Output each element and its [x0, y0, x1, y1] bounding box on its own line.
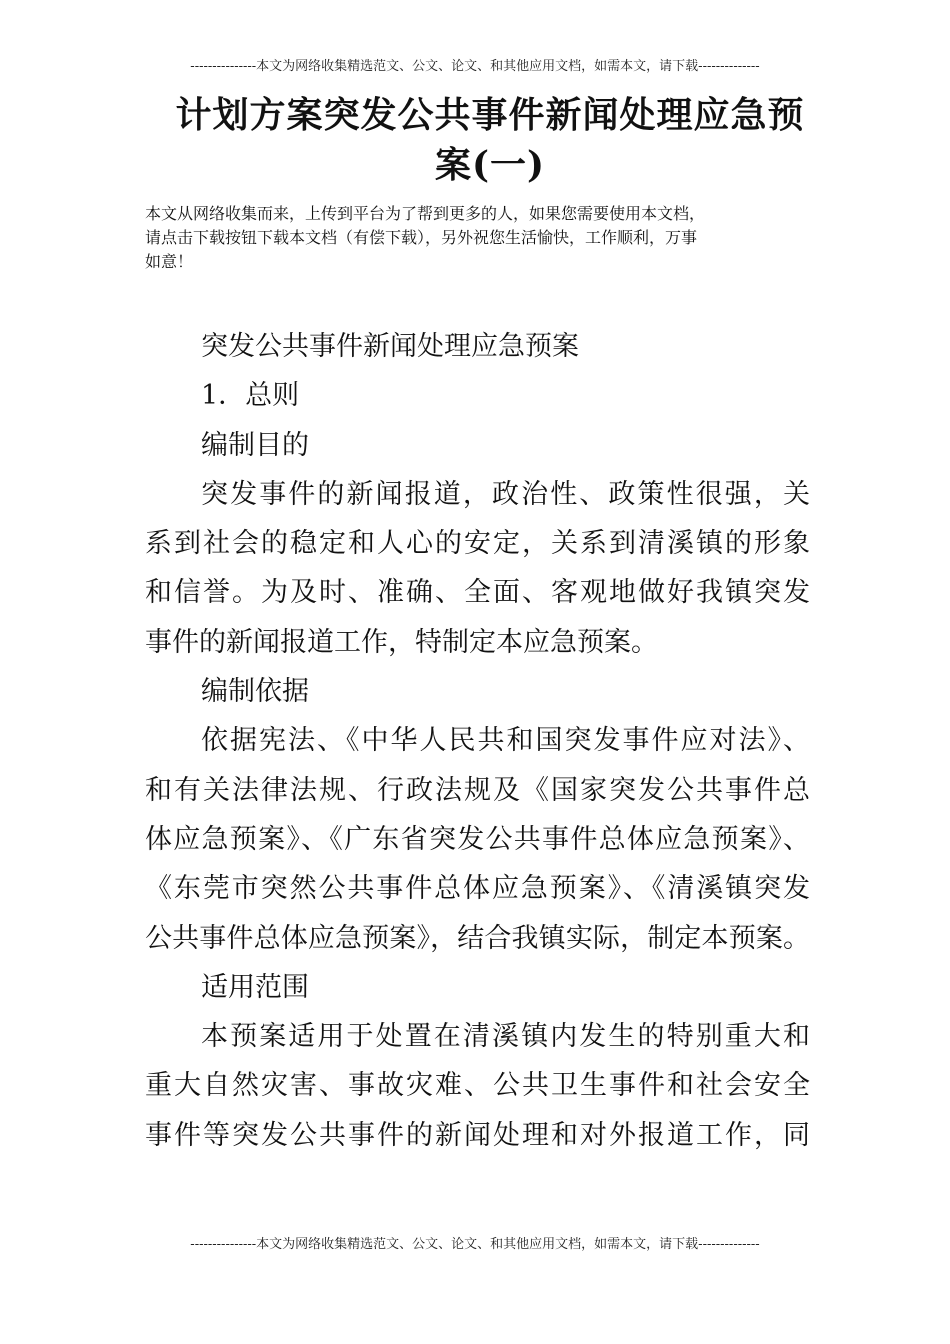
document-title	[130, 90, 850, 190]
notice-line: 如意！	[145, 252, 194, 271]
notice-line: 本文从网络收集而来，上传到平台为了帮到更多的人，如果您需要使用本文档，	[145, 204, 706, 223]
notice-line: 请点击下载按钮下载本文档（有偿下载），另外祝您生活愉快，工作顺利，万事	[145, 228, 698, 247]
paragraph-line: 事件的新闻报道工作，特制定本应急预案。	[145, 626, 658, 658]
document-body	[145, 322, 810, 1160]
paragraph-line: 依据宪法、《中华人民共和国突发事件应对法》、	[201, 725, 810, 757]
section-heading: 编制目的	[201, 429, 309, 461]
title-line-1: 计划方案突发公共事件新闻处理应急预	[175, 94, 805, 136]
paragraph-line: 和有关法律法规、行政法规及《国家突发公共事件总	[145, 774, 810, 806]
paragraph-line: 和信誉。为及时、准确、全面、客观地做好我镇突发	[145, 577, 810, 609]
paragraph-line: 本预案适用于处置在清溪镇内发生的特别重大和	[201, 1021, 810, 1053]
paragraph-line: 事件等突发公共事件的新闻处理和对外报道工作，同	[145, 1119, 810, 1151]
download-notice	[145, 202, 810, 274]
section-heading: 1．总则	[201, 380, 300, 412]
title-line-2: 案(一)	[434, 144, 546, 186]
paragraph-line: 《东莞市突然公共事件总体应急预案》、《清溪镇突发	[145, 873, 810, 905]
section-heading: 编制依据	[201, 676, 309, 708]
section-heading: 适用范围	[201, 971, 309, 1003]
paragraph-line: 系到社会的稳定和人心的安定，关系到清溪镇的形象	[145, 528, 810, 560]
section-heading: 突发公共事件新闻处理应急预案	[201, 331, 579, 362]
paragraph-line: 公共事件总体应急预案》，结合我镇实际，制定本预案。	[145, 922, 810, 954]
paragraph-line: 突发事件的新闻报道，政治性、政策性很强，关	[201, 478, 810, 510]
paragraph-line: 体应急预案》、《广东省突发公共事件总体应急预案》、	[145, 823, 810, 855]
header-banner: ---------------本文为网络收集精选范文、公文、论文、和其他应用文档，如需本文，请下载--------------	[190, 59, 760, 74]
paragraph-line: 重大自然灾害、事故灾难、公共卫生事件和社会安全	[145, 1070, 810, 1102]
footer-banner: ---------------本文为网络收集精选范文、公文、论文、和其他应用文档，如需本文，请下载--------------	[190, 1237, 760, 1252]
